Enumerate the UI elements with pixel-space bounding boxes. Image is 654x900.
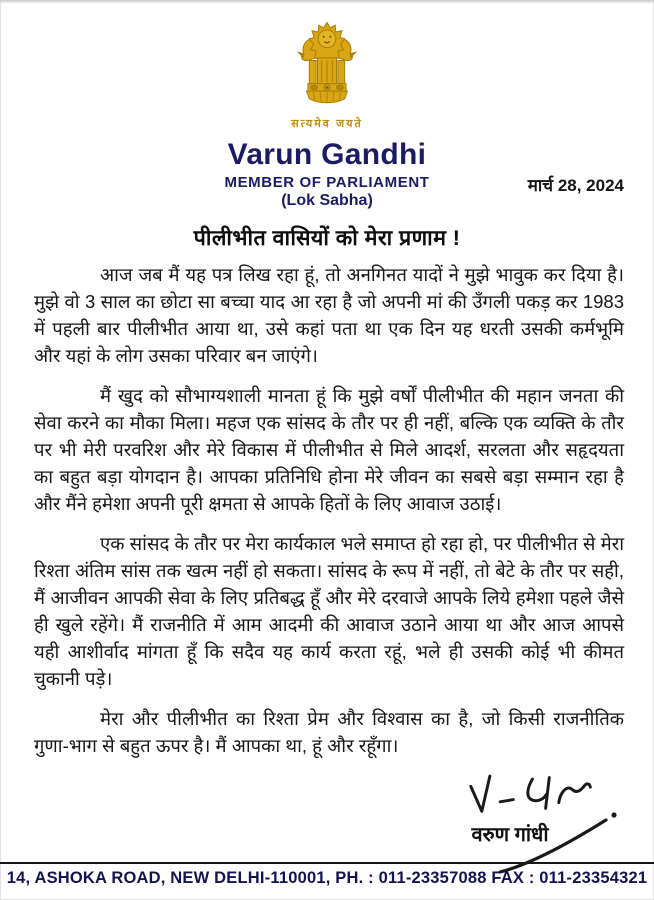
letter-body [34,261,624,772]
emblem-motto: सत्यमेव जयते [291,118,363,130]
paragraph: आज जब मैं यह पत्र लिख रहा हूं, तो अनगिनत यादों ने मुझे भावुक कर दिया है। मुझे वो 3 साल का छोटा सा बच्चा याद आ रहा है जो अपनी मां की उँगली पकड़ कर 1983 में पहली बार पीलीभीत आया था, उसे कहां पता था एक दिन यह धरती उसकी कर्मभूमि और यहां के लोग उसका परिवार बन जाएंगे। [34,264,624,366]
scan-edge-artifact [0,0,654,4]
paragraph: मेरा और पीलीभीत का रिश्ता प्रेम और विश्वास का है, जो किसी राजनीतिक गुणा-भाग से बहुत ऊपर है। मैं आपका था, हूं और रहूँगा। [34,708,624,756]
sender-title: MEMBER OF PARLIAMENT [224,173,430,191]
footer-address: 14, ASHOKA ROAD, NEW DELHI-110001, PH. : 011-23357088 FAX : 011-23354321 [6,869,648,887]
letter-date: मार्च 28, 2024 [527,176,624,195]
ashoka-emblem-icon [293,18,361,114]
sender-name: Varun Gandhi [227,138,427,171]
paragraph: एक सांसद के तौर पर मेरा कार्यकाल भले समाप्त हो रहा हो, पर पीलीभीत से मेरा रिश्ता अंतिम सांस तक खत्म नहीं हो सकता। सांसद के रूप में नहीं, तो बेटे के तौर पर सही, मैं आजीवन आपकी सेवा के लिए प्रतिबद्ध हूँ और मेरे दरवाजे आपके लिये हमेशा पहले जैसे ही खुले रहेंगे। मैं राजनीति में आम आदमी की आवाज उठाने आया था और आज आपसे यही आशीर्वाद मांगता हूँ कि सदैव यह कार्य करता रहूं, भले ही उसकी कोई भी कीमत चुकानी पड़े। [34,533,624,689]
paragraph: मैं खुद को सौभाग्यशाली मानता हूं कि मुझे वर्षों पीलीभीत की महान जनता की सेवा करने का मौका मिला। महज एक सांसद के तौर पर ही नहीं, बल्कि एक व्यक्ति के तौर पर भी मेरी परवरिश और मेरे विकास में पीलीभीत से मिले आदर्श, सरलता और सहृदयता का बहुत बड़ा योगदान है। आपका प्रतिनिधि होना मेरे जीवन का सबसे बड़ा सम्मान रहा है और मैंने हमेशा अपनी पूरी क्षमता से आपके हितों के लिए आवाज उठाई। [34,385,624,514]
signatory-name: वरुण गांधी [471,824,549,846]
sender-subtitle: (Lok Sabha) [281,191,373,209]
letter-salutation: पीलीभीत वासियों को मेरा प्रणाम ! [193,226,461,250]
signature-swoosh-icon [494,808,626,878]
